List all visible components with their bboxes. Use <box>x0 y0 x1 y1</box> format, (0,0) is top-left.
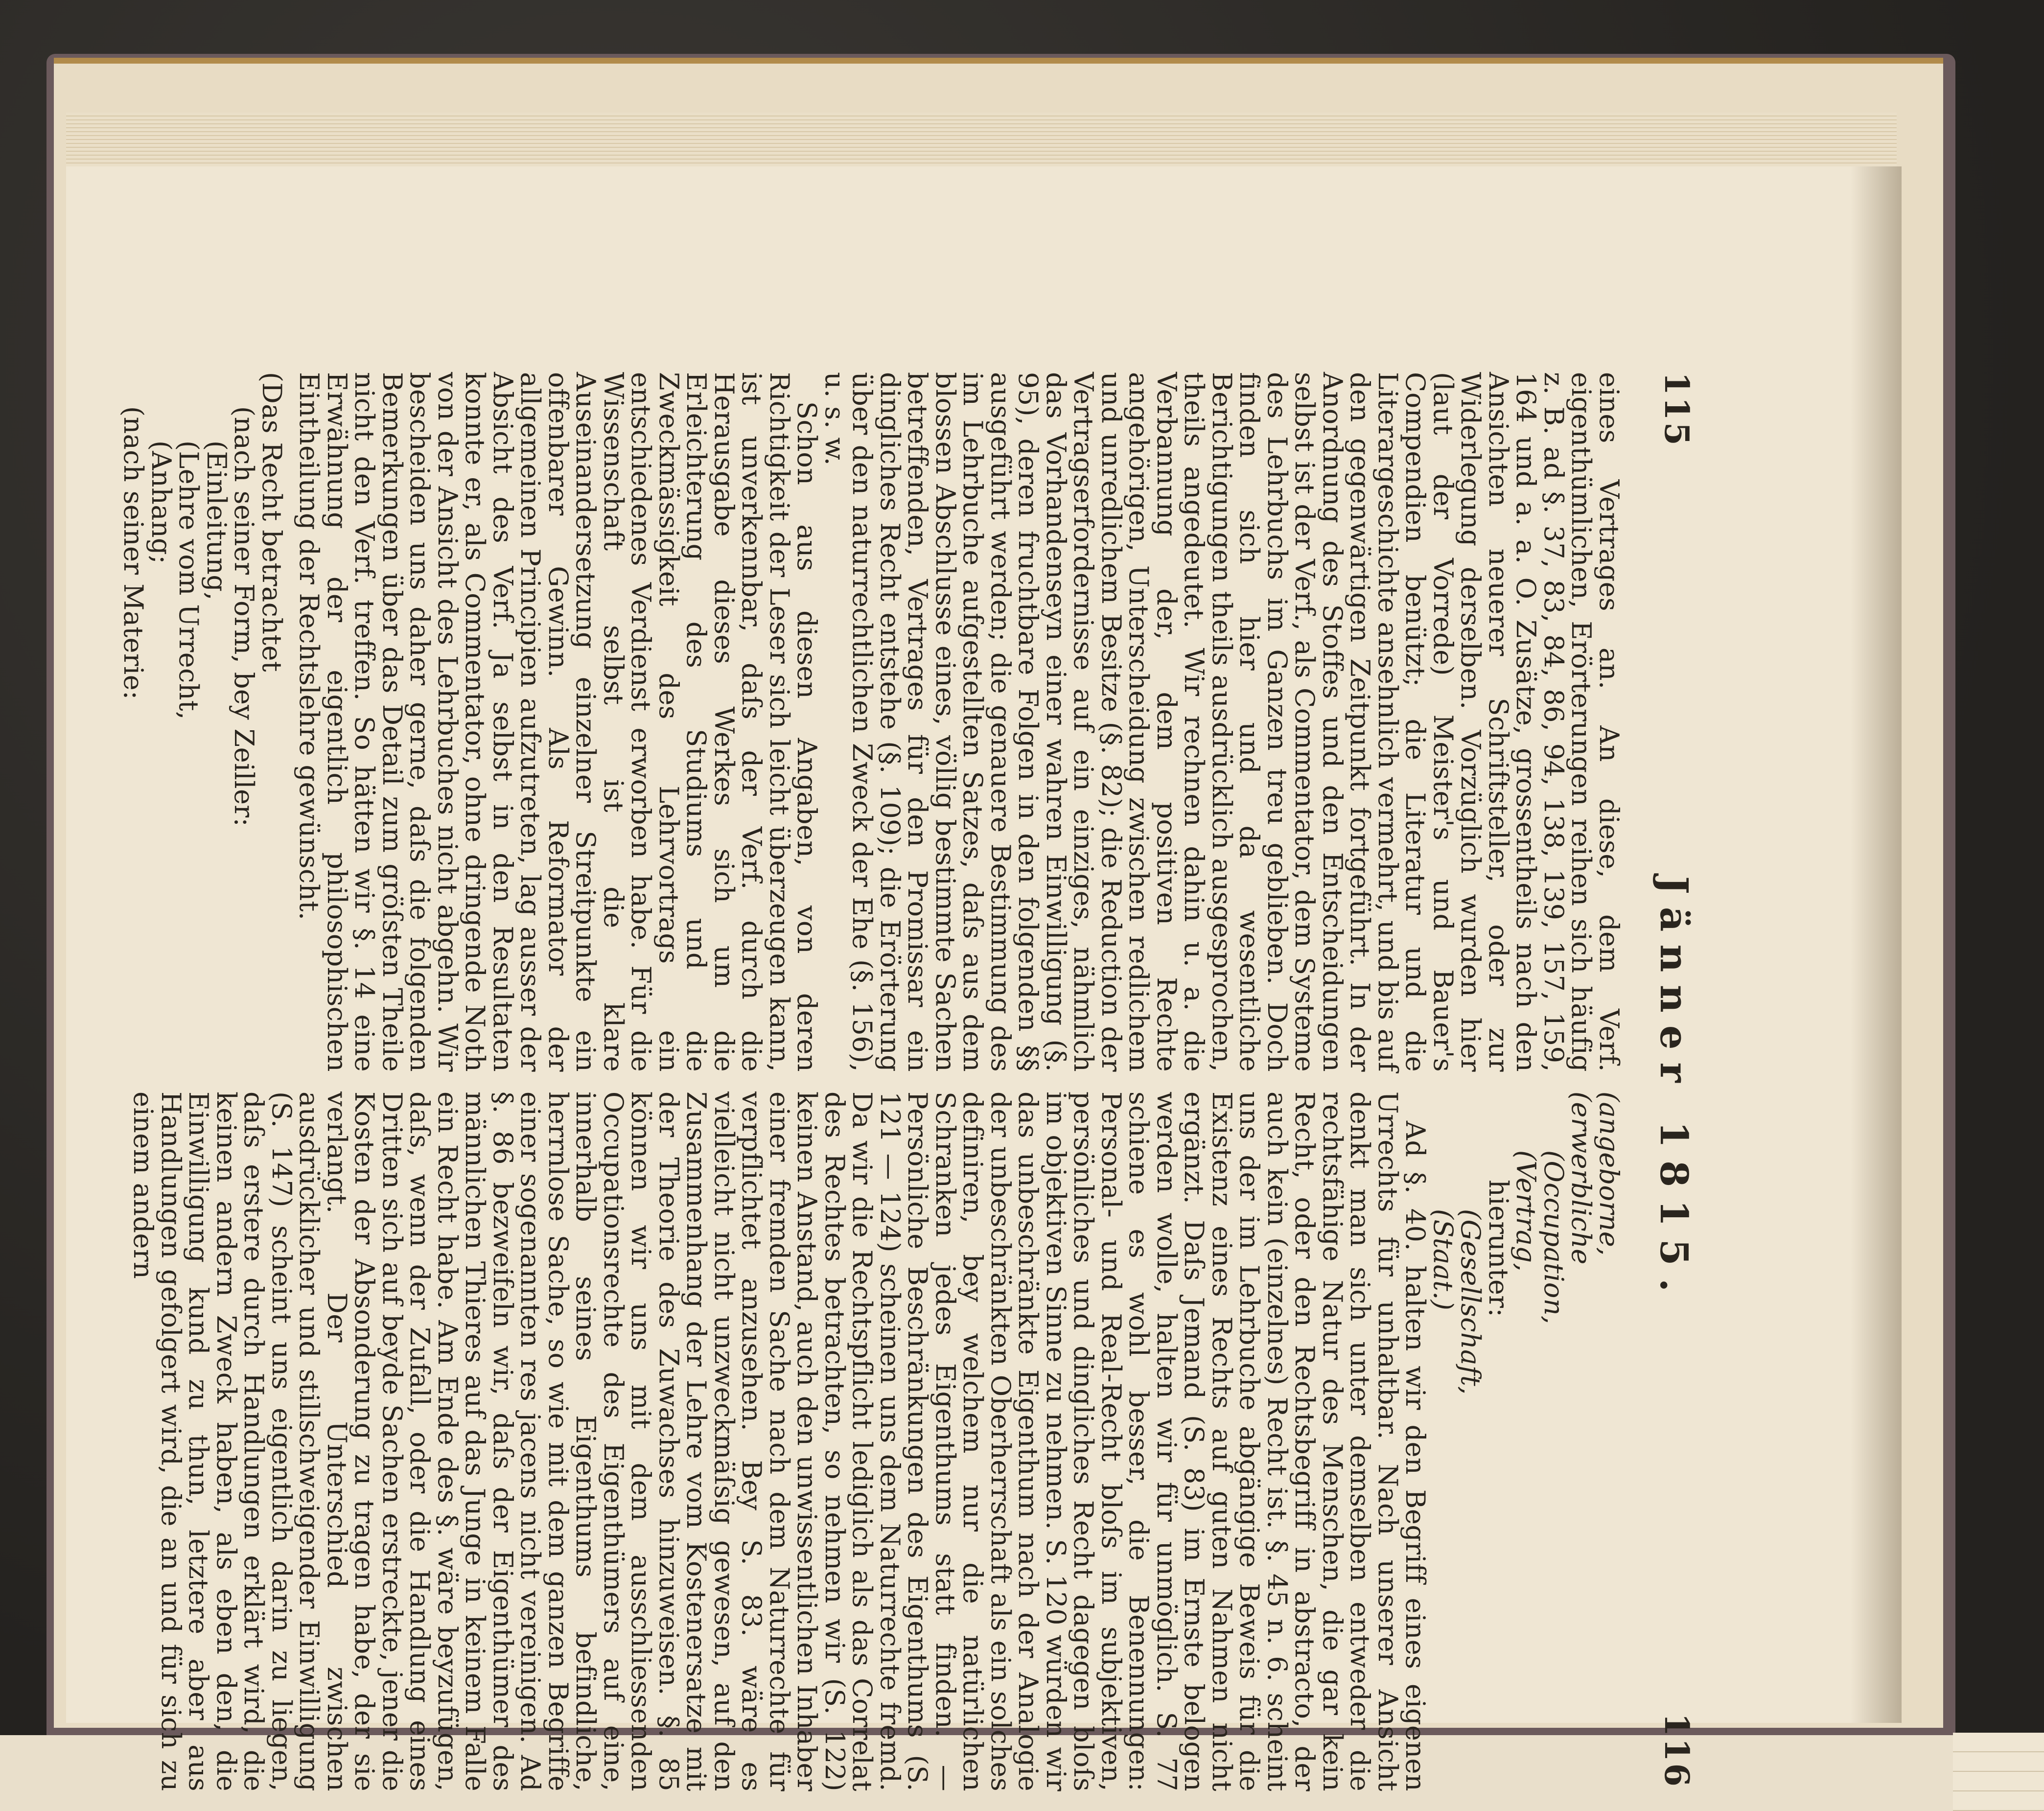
scheme-line: (Anhang; <box>146 441 177 564</box>
scheme-line: (nach seiner Form, bey Zeiller: <box>229 406 260 827</box>
page-number-right: 116 <box>1657 1713 1696 1788</box>
next-page-text-edge <box>1953 1733 2044 1811</box>
right-column <box>129 1091 1623 1791</box>
scheme-line: (angeborne, <box>1594 1091 1625 1256</box>
paragraph: Ad §. 40. halten wir den Begriff eines eigenen Urrechts für unhaltbar. Nach unserer Ansicht denkt man sich unter demselben entweder die rechtsfähige Natur des Menschen, die gar kein Recht, oder den Rechtsbegriff in abstracto, der auch kein (einzelnes) Recht ist. §. 45 n. 6. scheint uns der im Lehrbuche abgängige Beweis für die Existenz eines Rechts auf guten Nahmen nicht ergänzt. Daſs Jemand (S. 83) im Ernste belogen werden wolle, halten wir für unmöglich. S. 77 schiene es wohl besser, die Benennungen: Personal- und Real-Recht bloſs im subjektiven, persönliches und dingliches Recht dagegen bloſs im objektiven Sinne zu nehmen. S. 120 würden wir das unbeschränkte Eigenthum nach der Analogie der unbeschränkten Oberherrschaft als ein solches definiren, bey welchem nur die natürlichen Schranken jedes Eigenthums statt finden. — Persönliche Beschränkungen des Eigenthums (S. 121 — 124) scheinen uns dem Naturrechte fremd. Da wir die Rechtspflicht lediglich als das Correlat des Rechtes betrachten, so nehmen wir (S. 122) keinen Anstand, auch den unwissentlichen Inhaber einer fremden Sache nach dem Naturrechte für verpflichtet anzusehen. Bey S. 83. wäre es vielleicht nicht unzweckmäſsig gewesen, auf den Zusammenhang der Lehre vom Kostenersatze mit der Theorie des Zuwachses hinzuweisen. §. 85 können wir uns mit dem ausschliessenden Occupationsrechte des Eigenthümers auf eine, innerhalb seines Eigenthums befindliche, herrnlose Sache, so wie mit dem ganzen Begriffe einer sogenannten res jacens nicht vereinigen. Ad §. 86 bezweifeln wir, daſs der Eigenthümer des männlichen Thieres auf das Junge in keinem Falle ein Recht habe. Am Ende des §. wäre beyzufügen, daſs, wenn der Zufall, oder die Handlung eines Dritten sich auf beyde Sachen erstreckte, jener die Kosten der Absonderung zu tragen habe, der sie verlangt. Der Unterschied zwischen ausdrücklicher und stillschweigender Einwilligung (S. 147) scheint uns eigentlich darin zu liegen, daſs erstere durch Handlungen erklärt wird, die keinen andern Zweck haben, als eben den, die Einwilligung kund zu thun, letztere aber aus Handlungen gefolgert wird, die an und für sich zu einem andern <box>128 1091 1431 1791</box>
running-head: Jänner 1815. <box>1651 876 1696 1304</box>
scheme-line: hierunter: <box>1483 1180 1514 1318</box>
rotated-text-block <box>118 372 1696 1791</box>
scheme-line: (Das Recht betrachtet <box>256 372 287 672</box>
scheme-line: (Einleitung, <box>201 441 232 601</box>
paragraph: Schon aus diesen Angaben, von deren Richtigkeit der Leser sich leicht überzeugen kann, ist unverkennbar, daſs der Verf. durch die Herausgabe dieses Werkes sich um die Erleichterung des Studiums und die Zweckmässigkeit des Lehrvortrags ein entschiedenes Verdienst erworben habe. Für die Wissenschaft selbst ist die klare Auseinandersetzung einzelner Streitpunkte ein offenbarer Gewinn. Als Reformator der allgemeinen Principien aufzutreten, lag ausser der Absicht des Verf. Ja selbst in den Resultaten konnte er, als Commentator, ohne dringende Noth von der Ansicht des Lehrbuches nicht abgehn. Wir bescheiden uns daher gerne, daſs die folgenden Bemerkungen über das Detail zum gröſsten Theile nicht den Verf. treffen. So hätten wir §. 14 eine Erwähnung der eigentlich philosophischen Eintheilung der Rechtslehre gewünscht. <box>294 372 823 1072</box>
page-number-left: 115 <box>1657 372 1696 447</box>
classification-scheme <box>1429 1091 1623 1791</box>
scheme-line: (Lehre vom Urrecht, <box>173 441 205 720</box>
scheme-line: (nach seiner Materie: <box>118 406 149 700</box>
classification-scheme <box>119 372 285 1072</box>
gutter-shadow <box>1850 166 1902 1723</box>
scheme-line: (erwerbliche <box>1566 1091 1597 1265</box>
page-stack-edge <box>66 113 1897 171</box>
left-column <box>119 372 1623 1072</box>
scheme-line: (Occupation, <box>1538 1150 1569 1324</box>
scheme-line: (Staat.) <box>1428 1209 1459 1311</box>
paragraph: eines Vertrages an. An diese, dem Verf. eigenthümlichen, Erörterungen reihen sich häufig z. B. ad §. 37, 83, 84, 86, 94, 138, 139, 157, 159, 164 und a. a. O. Zusätze, grossentheils nach den Ansichten neuerer Schriftsteller, oder zur Widerlegung derselben. Vorzüglich wurden hier (laut der Vorrede) Meister's und Bauer's Compendien benützt; die Literatur und die Literargeschichte ansehnlich vermehrt, und bis auf den gegenwärtigen Zeitpunkt fortgeführt. In der Anordnung des Stoffes und den Entscheidungen selbst ist der Verf., als Commentator, dem Systeme des Lehrbuchs im Ganzen treu geblieben. Doch finden sich hier und da wesentliche Berichtigungen theils ausdrücklich ausgesprochen, theils angedeutet. Wir rechnen dahin u. a. die Verbannung der, dem positiven Rechte angehörigen, Unterscheidung zwischen redlichem und unredlichem Besitze (§. 82); die Reduction der Vertragserfordernisse auf ein einziges, nähmlich das Vorhandenseyn einer wahren Einwilligung (§. 95), deren fruchtbare Folgen in den folgenden §§ ausgeführt werden; die genauere Bestimmung des im Lehrbuche aufgestellten Satzes, daſs aus dem blossen Abschlusse eines, völlig bestimmte Sachen betreffenden, Vertrages für den Promissar ein dingliches Recht entstehe (§. 109); die Erörterung über den naturrechtlichen Zweck der Ehe (§. 156), u. s. w. <box>819 372 1625 1072</box>
scheme-line: (Gesellschaft, <box>1455 1209 1487 1395</box>
scheme-line: (Vertrag, <box>1510 1150 1542 1272</box>
